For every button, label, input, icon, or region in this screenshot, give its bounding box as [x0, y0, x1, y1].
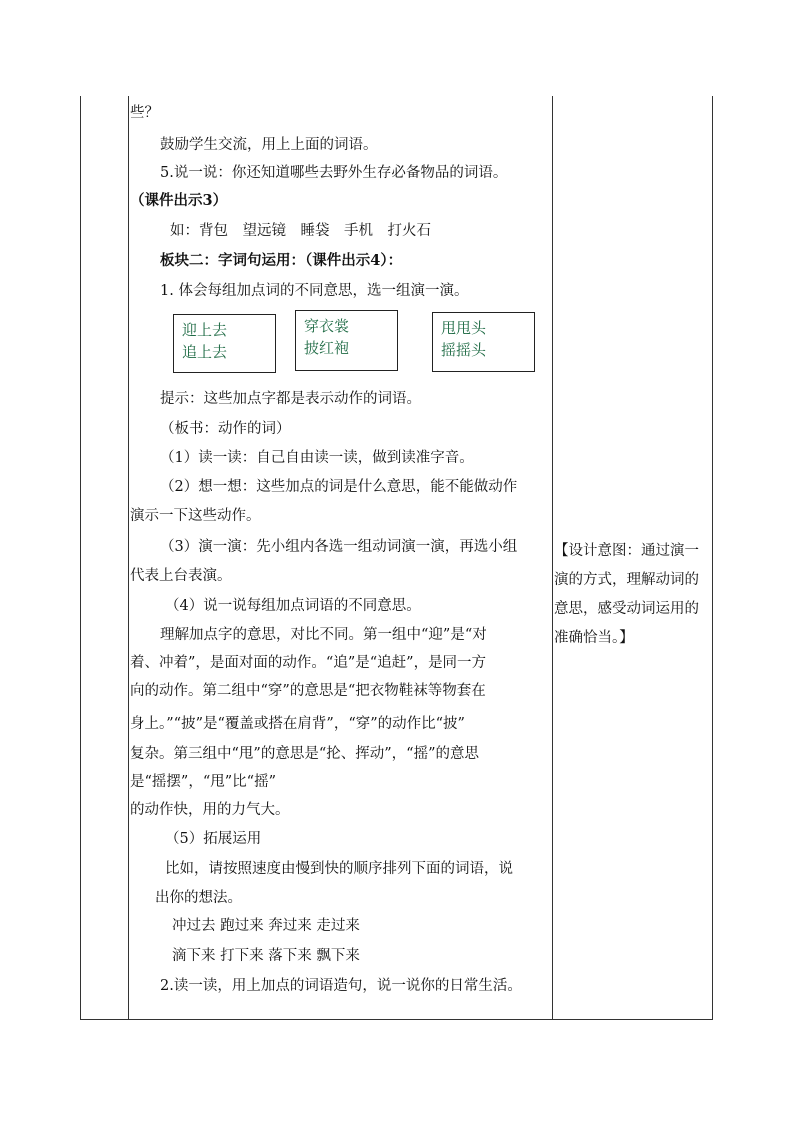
column-divider-right [552, 96, 553, 1020]
text-line: 向的动作。第二组中“穿”的意思是“把衣物鞋袜等物套在 [130, 683, 486, 699]
design-note-line: 【设计意图：通过演一 [554, 543, 699, 559]
text-line: （板书：动作的词） [160, 421, 291, 437]
text-line: 着、冲着”，是面对面的动作。“追”是“追赶”，是同一方 [130, 655, 487, 671]
word: 甩甩头 [441, 319, 487, 337]
text-line: （1）读一读：自己自由读一读，做到读准字音。 [160, 450, 474, 466]
word: 穿衣裳 [304, 317, 350, 335]
text-line: 滴下来 打下来 落下来 飘下来 [172, 948, 360, 964]
text-line: 比如，请按照速度由慢到快的顺序排列下面的词语，说 [165, 861, 513, 877]
word-box-2 [295, 310, 398, 371]
text-line: （2）想一想：这些加点的词是什么意思，能不能做动作 [160, 479, 518, 495]
text-line: 演示一下这些动作。 [130, 508, 261, 524]
word: 追上去 [182, 343, 228, 361]
text-line: （课件出示3） [130, 192, 228, 209]
text-line: 1. 体会每组加点词的不同意思，选一组演一演。 [160, 283, 469, 299]
design-note-line: 意思，感受动词运用的 [554, 601, 699, 617]
text-line: 理解加点字的意思，对比不同。第一组中“迎”是“对 [160, 627, 487, 643]
text-line: 如：背包 望远镜 睡袋 手机 打火石 [170, 223, 431, 239]
word: 迎上去 [182, 321, 228, 339]
text-line: 鼓励学生交流，用上上面的词语。 [160, 137, 378, 153]
text-line: 5.说一说：你还知道哪些去野外生存必备物品的词语。 [160, 165, 508, 181]
word: 披红袍 [304, 339, 350, 357]
text-line: （3）演一演：先小组内各选一组动词演一演，再选小组 [160, 539, 518, 555]
column-divider-left [128, 96, 129, 1020]
section-heading: 板块二：字词句运用：（课件出示4）： [160, 252, 403, 269]
text-line: 些？ [130, 105, 159, 121]
text-line: 出你的想法。 [155, 890, 242, 906]
text-line: 的动作快，用的力气大。 [130, 802, 290, 818]
design-note-line: 准确恰当。】 [554, 630, 634, 646]
text-line: 复杂。第三组中“甩”的意思是“抡、挥动”，“摇”的意思 [130, 746, 479, 762]
word-box-1 [173, 314, 276, 373]
text-line: 身上。”“披”是“覆盖或搭在肩背”，“穿”的动作比“披” [130, 716, 465, 732]
text-line: 是“摇摆”，“甩”比“摇” [130, 774, 276, 790]
text-line: 2.读一读，用上加点的词语造句，说一说你的日常生活。 [160, 978, 522, 994]
word: 摇摇头 [441, 341, 487, 359]
design-note-line: 演的方式，理解动词的 [554, 572, 699, 588]
text-line: （5）拓展运用 [165, 831, 262, 847]
text-line: （4）说一说每组加点词语的不同意思。 [165, 598, 421, 614]
text-line: 提示：这些加点字都是表示动作的词语。 [160, 391, 421, 407]
text-line: 冲过去 跑过来 奔过来 走过来 [172, 918, 360, 934]
word-box-3 [432, 312, 535, 372]
text-line: 代表上台表演。 [130, 568, 232, 584]
